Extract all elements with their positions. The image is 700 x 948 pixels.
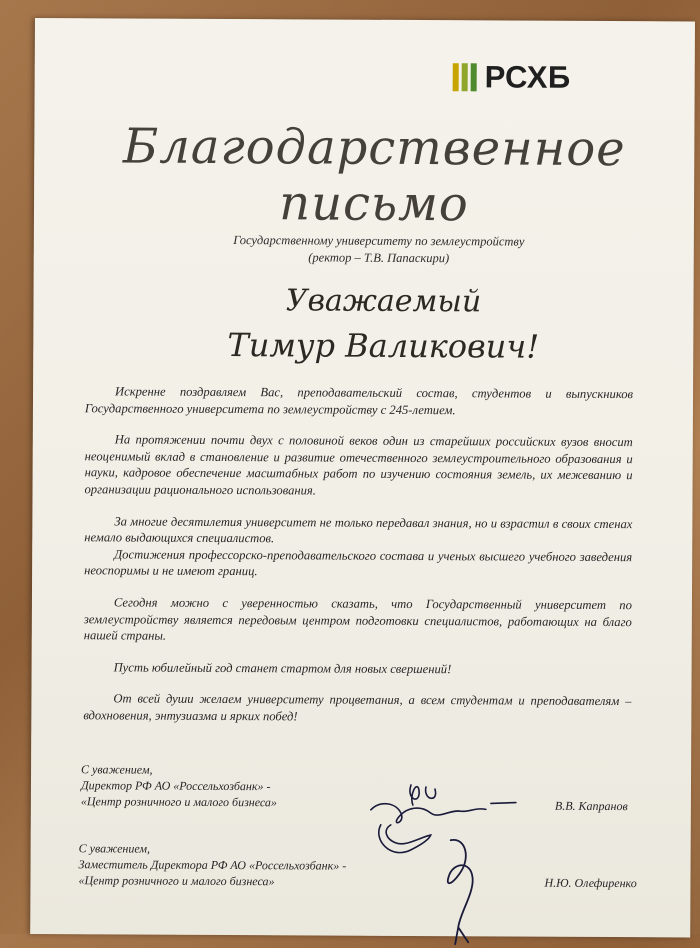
logo-stripes-icon [453, 63, 477, 91]
recipient-rector: (ректор – Т.В. Папаскири) [308, 250, 450, 266]
paragraph: От всей души желаем университету процветания, а всем студентам и преподавателям – вдохновения, энтузиазма и ярких побед! [83, 691, 632, 724]
paragraph: Сегодня можно с уверенностью сказать, что Государственный университет по землеустройству является передовым центром подготовки специалистов, работающих на благо нашей страны. [83, 595, 632, 643]
recipient-block [154, 232, 604, 268]
recipient-line: Государственному университету по землеустройству [233, 233, 525, 249]
signature-block-director [81, 761, 381, 811]
organization-line: «Центр розничного и малого бизнеса» [80, 794, 277, 810]
regards-line: С уважением, [78, 841, 151, 856]
letter-body [83, 383, 633, 726]
greeting-line-1: Уважаемый [285, 283, 482, 320]
paragraph: Достижения профессорско-преподавательского состава и ученых высшего учебного заведения неоспоримы и не имеют границ. [84, 547, 633, 579]
greeting-line-2: Тимур Валикович! [227, 326, 540, 366]
letter-page [30, 18, 695, 937]
position-line: Директор РФ АО «Россельхозбанк» - [80, 778, 271, 794]
handwritten-signature-2 [410, 832, 501, 947]
regards-line: С уважением, [81, 762, 153, 777]
position-line: Заместитель Директора РФ АО «Россельхозбанк» - [78, 857, 347, 873]
letter-title: Благодарственное письмо [122, 118, 626, 233]
paragraph: Искренне поздравляем Вас, преподавательский состав, студентов и выпускников Государственного университета по землеустройству с 245-летием. [84, 384, 634, 417]
signer-name-director: В.В. Капранов [554, 798, 628, 814]
paragraph: Пусть юбилейный год станет стартом для новых свершений! [113, 660, 452, 676]
organization-line: «Центр розничного и малого бизнеса» [78, 873, 275, 889]
bank-logo [453, 60, 571, 95]
paragraph: На протяжении почти двух с половиной веков один из старейших российских вузов вносит неоценимый вклад в становление и развитие отечественного землеустроительного образования и науки, кадровое обеспечение масштабных работ по изучению состояния земель, их межеванию и организации рационального использования. [84, 432, 633, 498]
logo-text: РСХБ [484, 59, 571, 95]
paragraph: За многие десятилетия университет не только передавал знания, но и взрастил в своих стенах немало выдающихся специалистов. [84, 513, 633, 546]
signer-name-deputy: Н.Ю. Олефиренко [544, 875, 637, 891]
